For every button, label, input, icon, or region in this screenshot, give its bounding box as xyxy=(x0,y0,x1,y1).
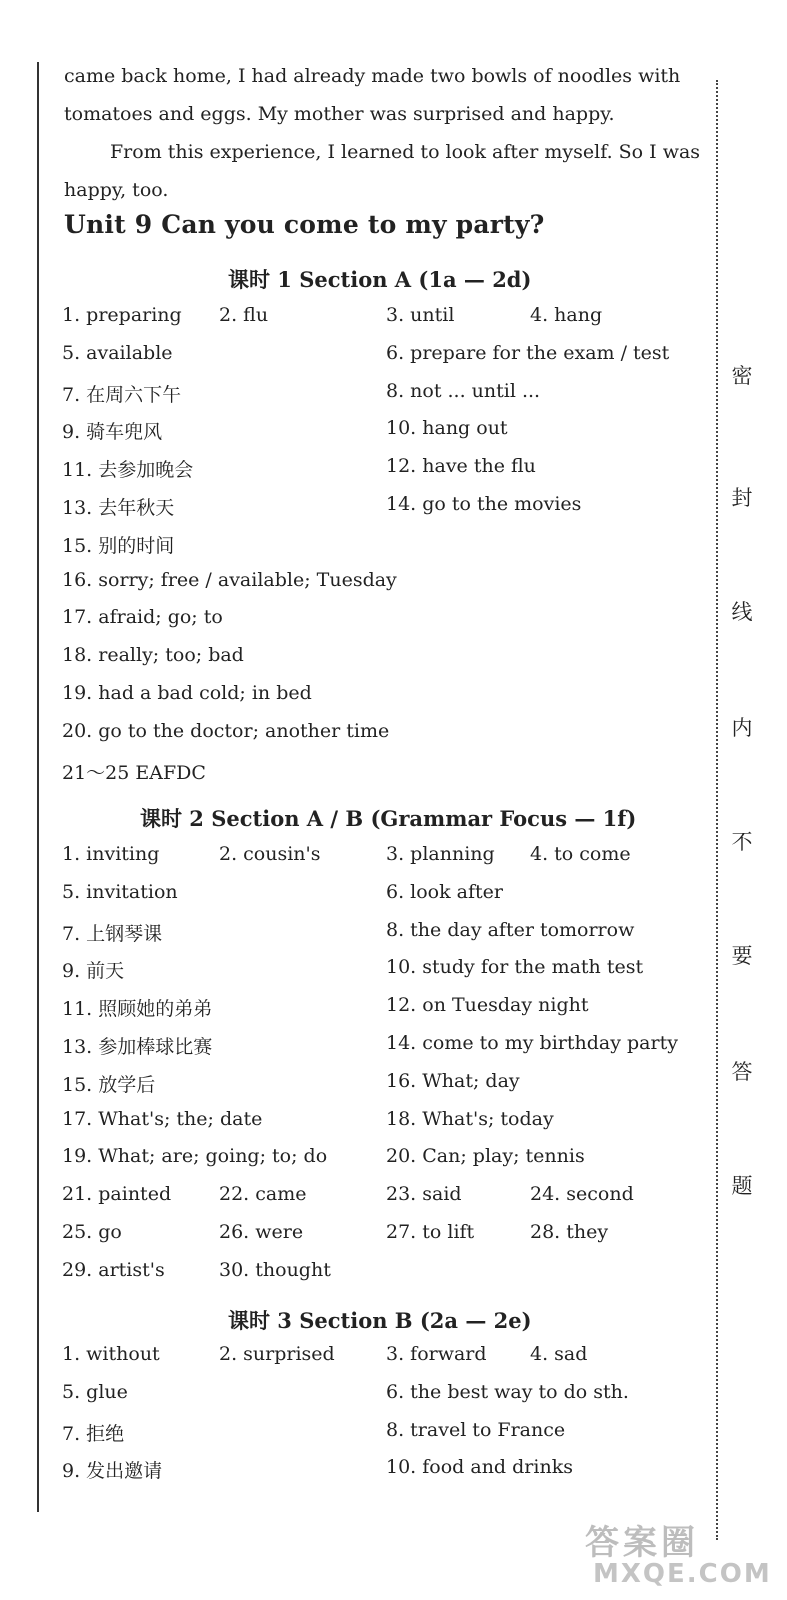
answer-item: 14. come to my birthday party xyxy=(386,1032,678,1054)
answer-item: 17. What's; the; date xyxy=(62,1107,263,1130)
answer-row xyxy=(62,1145,712,1183)
answer-item: 12. have the flu xyxy=(386,455,536,478)
answer-item: 24. second xyxy=(530,1183,634,1206)
answer-row xyxy=(62,758,712,796)
answer-row xyxy=(62,682,712,720)
answer-item: 23. said xyxy=(386,1183,462,1206)
answer-item: 8. the day after tomorrow xyxy=(386,918,635,941)
answer-item: 20. go to the doctor; another time xyxy=(62,719,390,742)
seal-dotted-line xyxy=(716,80,718,1540)
answer-item: 14. go to the movies xyxy=(386,493,582,515)
answer-row xyxy=(62,1183,712,1221)
watermark-text: 答案圈 xyxy=(585,1523,699,1563)
answer-item: 7. 在周六下午 xyxy=(62,383,182,406)
answer-row xyxy=(62,380,712,418)
conclusion-line-1: From this experience, I learned to look after myself. So I was xyxy=(110,141,701,163)
answer-row xyxy=(62,644,712,682)
answer-item: 29. artist's xyxy=(62,1258,165,1281)
answer-item: 6. prepare for the exam / test xyxy=(386,341,670,364)
seal-char: 答 xyxy=(731,1060,753,1084)
answer-row xyxy=(62,493,712,531)
answer-item: 3. forward xyxy=(386,1343,487,1365)
answer-item: 19. had a bad cold; in bed xyxy=(62,682,312,704)
answer-item: 25. go xyxy=(62,1221,122,1243)
seal-char: 要 xyxy=(731,944,753,968)
answer-row xyxy=(62,1381,712,1419)
answer-item: 8. not ... until ... xyxy=(386,379,541,402)
answer-row xyxy=(62,606,712,644)
answer-item: 3. until xyxy=(386,304,455,326)
seal-char: 封 xyxy=(731,486,753,510)
answer-row xyxy=(62,720,712,758)
answer-item: 10. food and drinks xyxy=(386,1456,573,1479)
answer-row xyxy=(62,881,712,919)
answer-item: 9. 骑车兜风 xyxy=(62,421,163,444)
unit-title: Unit 9 Can you come to my party? xyxy=(64,210,545,239)
answer-row xyxy=(62,843,712,881)
answer-item: 8. travel to France xyxy=(386,1418,566,1441)
answer-row xyxy=(62,919,712,957)
left-margin-rule xyxy=(37,62,39,1512)
answer-row xyxy=(62,994,712,1032)
answer-row xyxy=(62,1419,712,1457)
watermark-logo xyxy=(585,1515,775,1595)
answer-item: 3. planning xyxy=(386,843,495,865)
intro-paragraph xyxy=(64,57,726,133)
answer-item: 9. 前天 xyxy=(62,960,125,983)
section-2-heading: 课时 2 Section A / B (Grammar Focus — 1f) xyxy=(140,806,637,831)
answer-item: 15. 别的时间 xyxy=(62,534,175,557)
answer-item: 9. 发出邀请 xyxy=(62,1460,163,1483)
intro-line-2: tomatoes and eggs. My mother was surprised and happy. xyxy=(64,103,615,125)
answer-row xyxy=(62,1070,712,1108)
answer-item: 5. invitation xyxy=(62,880,178,903)
answer-item: 4. to come xyxy=(530,843,631,865)
answer-item: 2. cousin's xyxy=(219,843,321,865)
answer-item: 13. 参加棒球比赛 xyxy=(62,1036,213,1058)
answer-item: 6. look after xyxy=(386,880,503,903)
section-1-heading: 课时 1 Section A (1a — 2d) xyxy=(228,267,532,292)
answer-item: 22. came xyxy=(219,1183,307,1206)
answer-item: 21. painted xyxy=(62,1183,172,1206)
answer-item: 21～25 EAFDC xyxy=(62,761,206,784)
answer-item: 4. sad xyxy=(530,1343,588,1365)
answer-row xyxy=(62,1343,712,1381)
answer-row xyxy=(62,342,712,380)
answer-row xyxy=(62,1032,712,1070)
answer-item: 10. study for the math test xyxy=(386,956,644,979)
answer-item: 6. the best way to do sth. xyxy=(386,1380,629,1403)
answer-item: 26. were xyxy=(219,1221,304,1243)
answer-item: 27. to lift xyxy=(386,1221,475,1243)
seal-char: 不 xyxy=(731,830,753,854)
seal-char: 题 xyxy=(731,1174,753,1198)
answer-item: 19. What; are; going; to; do xyxy=(62,1145,328,1168)
section-3-heading: 课时 3 Section B (2a — 2e) xyxy=(228,1308,532,1333)
watermark-url: MXQE.COM xyxy=(593,1559,772,1589)
answer-item: 15. 放学后 xyxy=(62,1073,156,1096)
answer-item: 18. really; too; bad xyxy=(62,644,244,667)
answer-item: 5. available xyxy=(62,341,173,364)
answer-item: 11. 去参加晚会 xyxy=(62,459,194,482)
answer-item: 7. 上钢琴课 xyxy=(62,922,163,945)
answer-item: 20. Can; play; tennis xyxy=(386,1145,585,1168)
answer-row xyxy=(62,1108,712,1146)
answer-item: 7. 拒绝 xyxy=(62,1422,125,1445)
seal-char: 密 xyxy=(731,364,753,388)
answer-item: 18. What's; today xyxy=(386,1107,554,1130)
conclusion-paragraph xyxy=(64,133,726,209)
answer-row xyxy=(62,1456,712,1494)
answer-item: 11. 照顾她的弟弟 xyxy=(62,998,213,1021)
answer-item: 1. without xyxy=(62,1343,160,1365)
answer-item: 16. What; day xyxy=(386,1069,520,1092)
answer-item: 13. 去年秋天 xyxy=(62,497,175,519)
answer-item: 2. surprised xyxy=(219,1343,335,1365)
answer-row xyxy=(62,304,712,342)
answer-row xyxy=(62,1259,712,1297)
answer-row xyxy=(62,1221,712,1259)
answer-row xyxy=(62,417,712,455)
seal-char: 内 xyxy=(731,716,753,740)
conclusion-line-2: happy, too. xyxy=(64,179,169,201)
answer-item: 5. glue xyxy=(62,1380,128,1403)
answer-item: 16. sorry; free / available; Tuesday xyxy=(62,568,397,591)
answer-item: 2. flu xyxy=(219,304,269,326)
answer-item: 1. preparing xyxy=(62,304,182,326)
answer-item: 1. inviting xyxy=(62,843,160,865)
intro-line-1: came back home, I had already made two bowls of noodles with xyxy=(64,65,681,87)
answer-item: 30. thought xyxy=(219,1258,331,1281)
answer-item: 12. on Tuesday night xyxy=(386,994,589,1017)
answer-item: 4. hang xyxy=(530,304,603,326)
seal-char: 线 xyxy=(731,600,753,624)
answer-row xyxy=(62,569,712,607)
answer-row xyxy=(62,531,712,569)
answer-item: 10. hang out xyxy=(386,417,508,440)
answer-item: 17. afraid; go; to xyxy=(62,606,223,629)
answer-item: 28. they xyxy=(530,1221,609,1243)
answer-row xyxy=(62,956,712,994)
answer-row xyxy=(62,455,712,493)
